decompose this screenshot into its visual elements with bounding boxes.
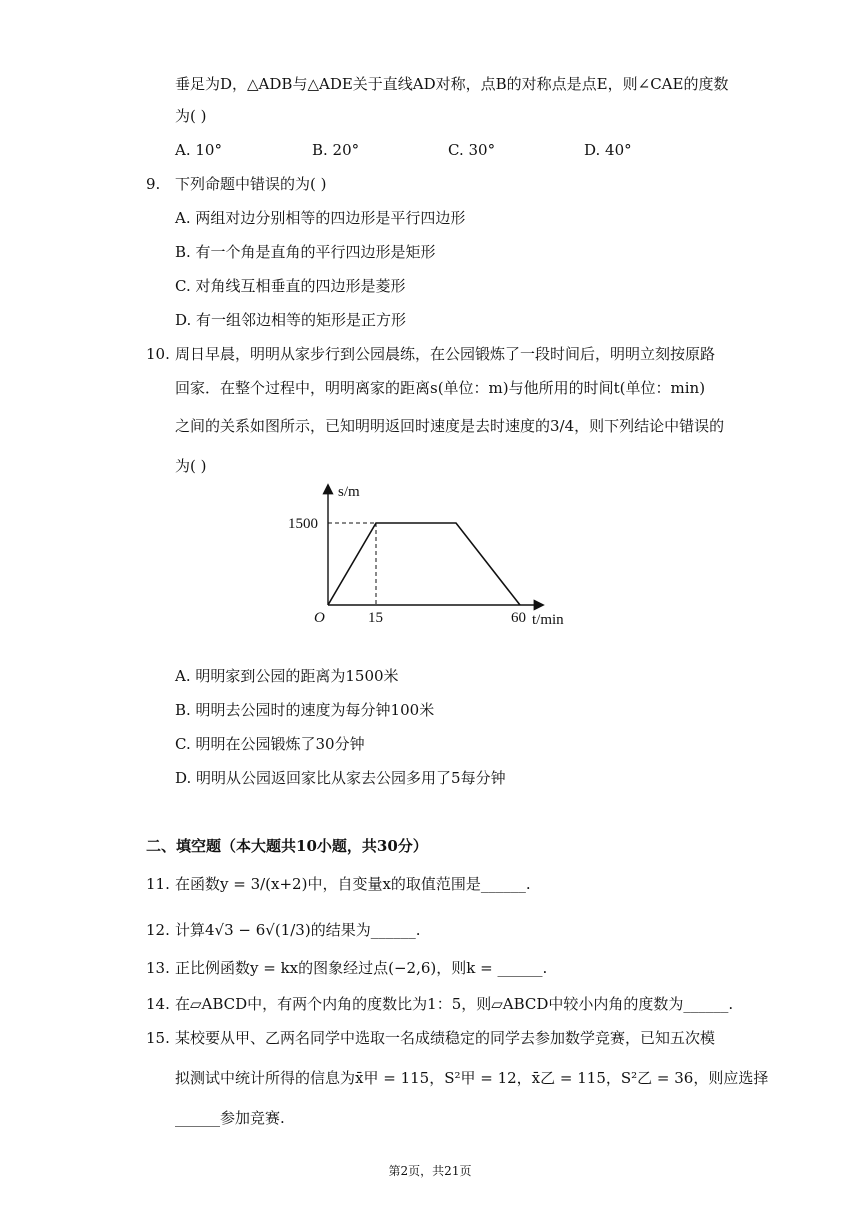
q9-option-b: B. 有一个角是直角的平行四边形是矩形 [175,243,436,261]
q14-number: 14. [146,995,170,1013]
q9-option-c: C. 对角线互相垂直的四边形是菱形 [175,277,406,295]
distance-time-graph [280,478,580,628]
q10-option-a: A. 明明家到公园的距离为1500米 [175,667,399,685]
q15-stem-line2: 拟测试中统计所得的信息为x̄甲 = 115，S²甲 = 12，x̄乙 = 115，S²乙 = 36，则应选择 [175,1069,769,1087]
q10-stem-line2: 回家．在整个过程中，明明离家的距离s(单位：m)与他所用的时间t(单位：min) [175,379,706,397]
q13-number: 13. [146,959,170,977]
q12-text: 计算4√3 − 6√(1/3)的结果为______. [175,921,421,939]
q11-number: 11. [146,875,170,893]
q8-stem-line1: 垂足为D，△ADB与△ADE关于直线AD对称，点B的对称点是点E，则∠CAE的度数 [175,75,729,93]
q10-number: 10. [146,345,170,363]
y-tick-label-0: 1500 [288,516,318,532]
section-2-title: 二、填空题（本大题共10小题，共30分） [146,837,428,855]
q15-stem-line1: 某校要从甲、乙两名同学中选取一名成绩稳定的同学去参加数学竞赛，已知五次模 [175,1029,716,1047]
q10-stem-line3: 之间的关系如图所示，已知明明返回时速度是去时速度的3/4，则下列结论中错误的 [175,417,725,435]
q10-stem-line4: 为( ) [175,457,207,475]
q8-option-d: D. 40° [584,141,632,159]
q9-stem: 下列命题中错误的为( ) [175,175,327,193]
q13-text: 正比例函数y = kx的图象经过点(−2,6)，则k = ______. [175,959,548,977]
q8-option-a: A. 10° [175,141,222,159]
q11-text: 在函数y = 3/(x+2)中，自变量x的取值范围是______. [175,875,531,893]
x-tick-label-0: O [314,610,325,626]
x-tick-label-1: 15 [368,610,383,626]
q12-number: 12. [146,921,170,939]
q9-option-a: A. 两组对边分别相等的四边形是平行四边形 [175,209,466,227]
q15-stem-line3: ______参加竞赛. [175,1109,285,1127]
q10-stem-line1: 周日早晨，明明从家步行到公园晨练，在公园锻炼了一段时间后，明明立刻按原路 [175,345,716,363]
series-line [328,523,520,605]
x-axis-label: t/min [532,612,564,628]
q10-option-b: B. 明明去公园时的速度为每分钟100米 [175,701,435,719]
q15-number: 15. [146,1029,170,1047]
q8-option-b: B. 20° [312,141,360,159]
y-axis-label: s/m [338,484,360,500]
q8-option-c: C. 30° [448,141,496,159]
x-tick-label-2: 60 [511,610,526,626]
q9-number: 9. [146,175,161,193]
q10-option-c: C. 明明在公园锻炼了30分钟 [175,735,365,753]
q8-stem-line2: 为( ) [175,107,207,125]
page-footer: 第2页，共21页 [388,1164,472,1178]
q10-option-d: D. 明明从公园返回家比从家去公园多用了5每分钟 [175,769,506,787]
q9-option-d: D. 有一组邻边相等的矩形是正方形 [175,311,407,329]
q14-text: 在▱ABCD中，有两个内角的度数比为1：5，则▱ABCD中较小内角的度数为______. [175,995,734,1013]
